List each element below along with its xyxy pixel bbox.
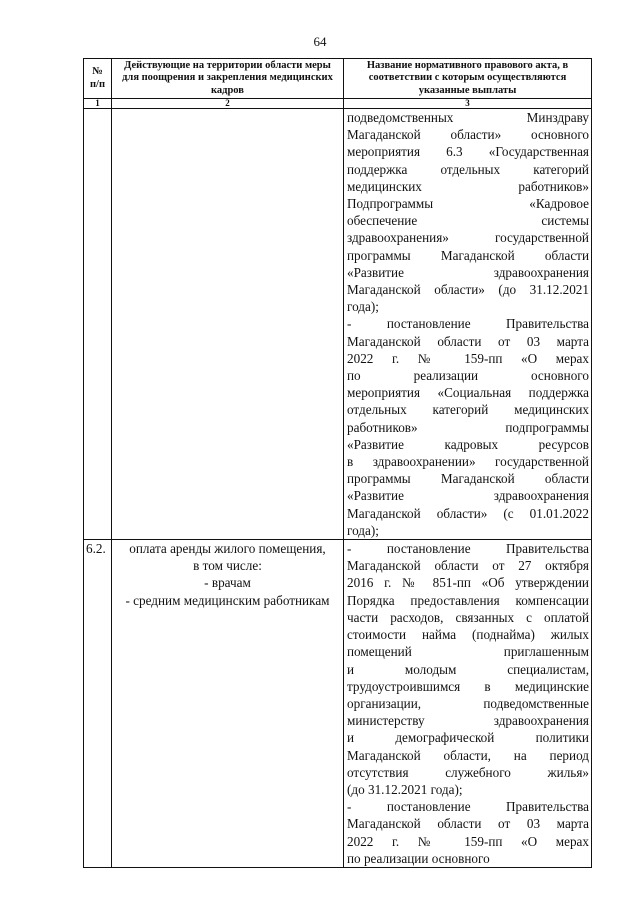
legal-act-line: «Развитие кадровых ресурсов [347,436,589,452]
legal-act-line: организации, подведомственные [347,695,589,711]
legal-act-line: стоимости найма (поднайма) жилых [347,627,589,643]
legal-act-line: Порядка предоставления компенсации [347,592,589,608]
legal-act-line: Подпрограммы «Кадровое [347,196,589,212]
legal-act-line: трудоустроившимся в медицинские [347,678,589,694]
legal-act-line: по реализации основного [347,850,490,866]
legal-act-line: Магаданской области» (с 01.01.2022 [347,505,589,521]
measure-line: в том числе: [193,558,262,574]
measure-line: оплата аренды жилого помещения, [129,541,326,557]
legal-act-line: медицинских работников» [347,178,589,194]
legal-act-line: программы Магаданской области [347,471,589,487]
legal-act-line: по реализации основного [347,368,589,384]
measure-line: - врачам [204,575,251,591]
legal-act-line: и молодым специалистам, [347,661,589,677]
legal-act-line: здравоохранения» государственной [347,230,589,246]
table-row [84,540,592,868]
legal-act-lines [347,540,589,867]
header-number: № п/п [84,59,112,99]
legal-act-line: части расходов, связанных с оплатой [347,609,589,625]
legal-act-line: Магаданской области, на период [347,747,589,763]
legal-act-line: в здравоохранении» государственной [347,454,589,470]
column-number: 2 [112,99,344,109]
row-number: 6.2. [84,540,112,868]
legal-act-line: министерству здравоохранения [347,713,589,729]
legal-act-line: подведомственных Минздраву [347,110,589,125]
legal-act-line: поддержка отдельных категорий [347,161,589,177]
header-legal-act: Название нормативного правового акта, в соответствии с которым осуществляются указанные выплаты [344,59,592,99]
legal-act-line: обеспечение системы [347,213,589,229]
legal-act-line: мероприятия «Социальная поддержка [347,385,589,401]
legal-act-cell [344,109,592,540]
legal-act-line: Магаданской области» основного [347,127,589,143]
header-measures: Действующие на территории области меры для поощрения и закрепления медицинских кадров [112,59,344,99]
legal-act-line: Магаданской области от 03 марта [347,816,589,832]
legal-act-line: помещений приглашенным [347,644,589,660]
measure-cell [112,540,344,868]
legal-act-line: - постановление Правительства [347,541,589,557]
column-numbers-row [84,99,592,109]
measure-cell [112,109,344,540]
legal-act-line: - постановление Правительства [347,316,589,332]
legal-act-line: мероприятия 6.3 «Государственная [347,144,589,160]
legal-act-line: отсутствия служебного жилья» [347,764,589,780]
legal-act-line: программы Магаданской области [347,247,589,263]
legal-act-line: «Развитие здравоохранения [347,488,589,504]
legal-act-line: 2022 г. № 159-пп «О мерах [347,833,589,849]
legal-act-line: Магаданской области» (до 31.12.2021 [347,282,589,298]
row-number [84,109,112,540]
table-header-row [84,59,592,99]
legal-act-lines [347,109,589,539]
measures-table [83,58,592,868]
legal-act-line: работников» подпрограммы [347,419,589,435]
legal-act-cell [344,540,592,868]
legal-act-line: (до 31.12.2021 года); [347,781,463,797]
legal-act-line: 2016 г. № 851-пп «Об утверждении [347,575,589,591]
legal-act-line: 2022 г. № 159-пп «О мерах [347,350,589,366]
legal-act-line: «Развитие здравоохранения [347,264,589,280]
legal-act-line: и демографической политики [347,730,589,746]
legal-act-line: - постановление Правительства [347,799,589,815]
legal-act-line: года); [347,522,379,538]
legal-act-line: Магаданской области от 27 октября [347,558,589,574]
legal-act-line: года); [347,299,379,315]
column-number: 1 [84,99,112,109]
column-number: 3 [344,99,592,109]
measure-lines [114,540,341,609]
table-row [84,109,592,540]
legal-act-line: Магаданской области от 03 марта [347,333,589,349]
page-number: 64 [313,34,327,49]
measure-line: - средним медицинским работникам [125,592,330,608]
legal-act-line: отдельных категорий медицинских [347,402,589,418]
